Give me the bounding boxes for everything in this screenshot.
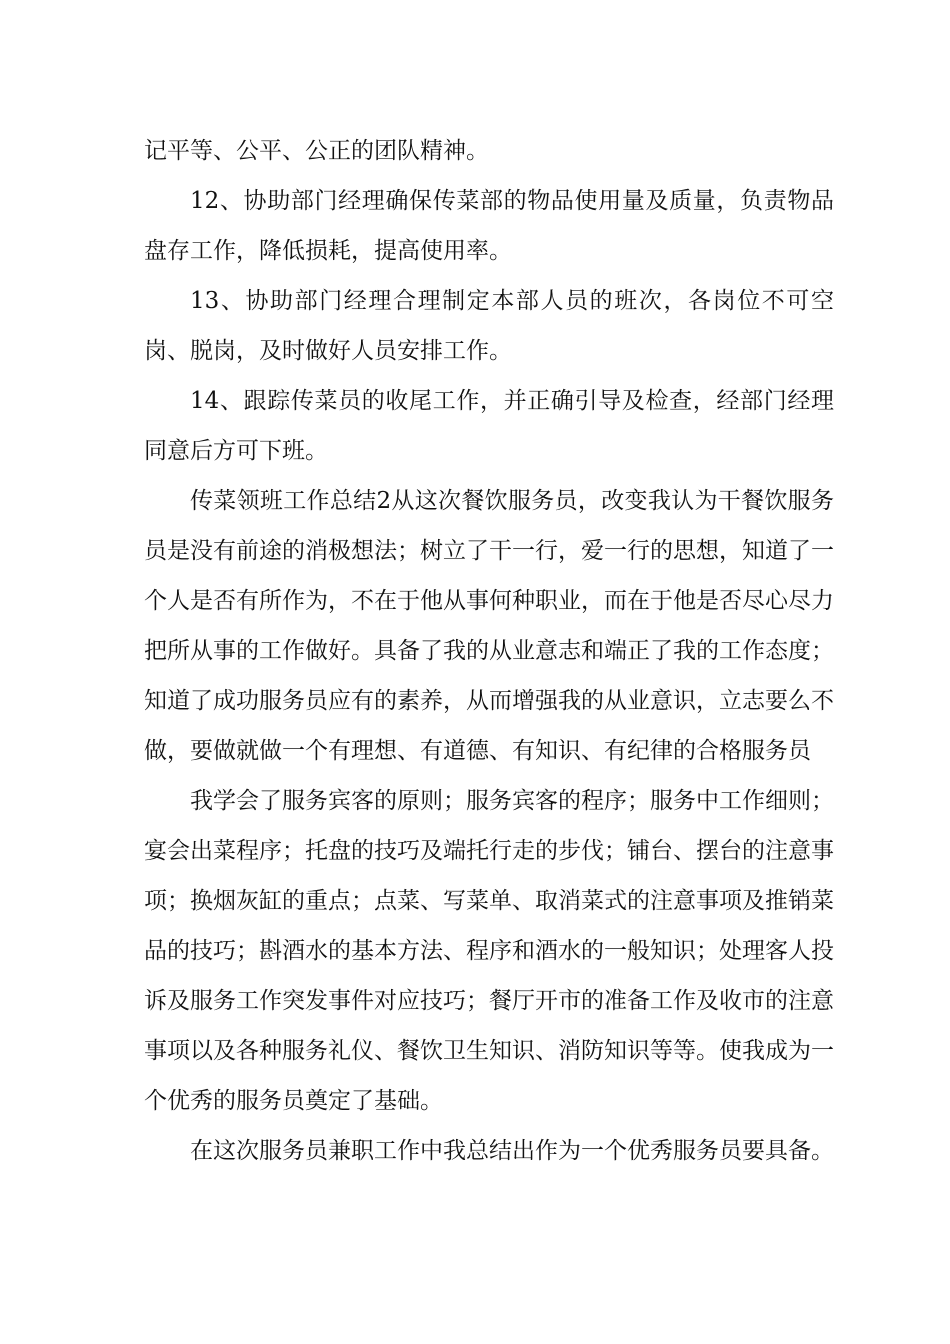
paragraph-item-14: 14、跟踪传菜员的收尾工作，并正确引导及检查，经部门经理同意后方可下班。 <box>144 388 834 464</box>
paragraph-summary-2: 传菜领班工作总结2从这次餐饮服务员，改变我认为干餐饮服务员是没有前途的消极想法；树立了干一行，爱一行的思想，知道了一个人是否有所作为，不在于他从事何种职业，而在于他是否尽心尽力把所从事的工作做好。具备了我的从业意志和端正了我的工作态度；知道了成功服务员应有的素养，从而增强我的从业意识，立志要么不做，要做就做一个有理想、有道德、有知识、有纪律的合格服务员 <box>144 488 834 764</box>
paragraph-item-12: 12、协助部门经理确保传菜部的物品使用量及质量，负责物品盘存工作，降低损耗，提高使用率。 <box>144 188 834 264</box>
document-body <box>144 126 834 1176</box>
paragraph-conclusion: 在这次服务员兼职工作中我总结出作为一个优秀服务员要具备。 <box>190 1138 834 1164</box>
paragraph-skills-learned: 我学会了服务宾客的原则；服务宾客的程序；服务中工作细则；宴会出菜程序；托盘的技巧及端托行走的步伐；铺台、摆台的注意事项；换烟灰缸的重点；点菜、写菜单、取消菜式的注意事项及推销菜品的技巧；斟酒水的基本方法、程序和酒水的一般知识；处理客人投诉及服务工作突发事件对应技巧；餐厅开市的准备工作及收市的注意事项以及各种服务礼仪、餐饮卫生知识、消防知识等等。使我成为一个优秀的服务员奠定了基础。 <box>144 788 834 1114</box>
paragraph-continuation: 记平等、公平、公正的团队精神。 <box>144 138 489 164</box>
paragraph-item-13: 13、协助部门经理合理制定本部人员的班次，各岗位不可空岗、脱岗，及时做好人员安排工作。 <box>144 288 834 364</box>
